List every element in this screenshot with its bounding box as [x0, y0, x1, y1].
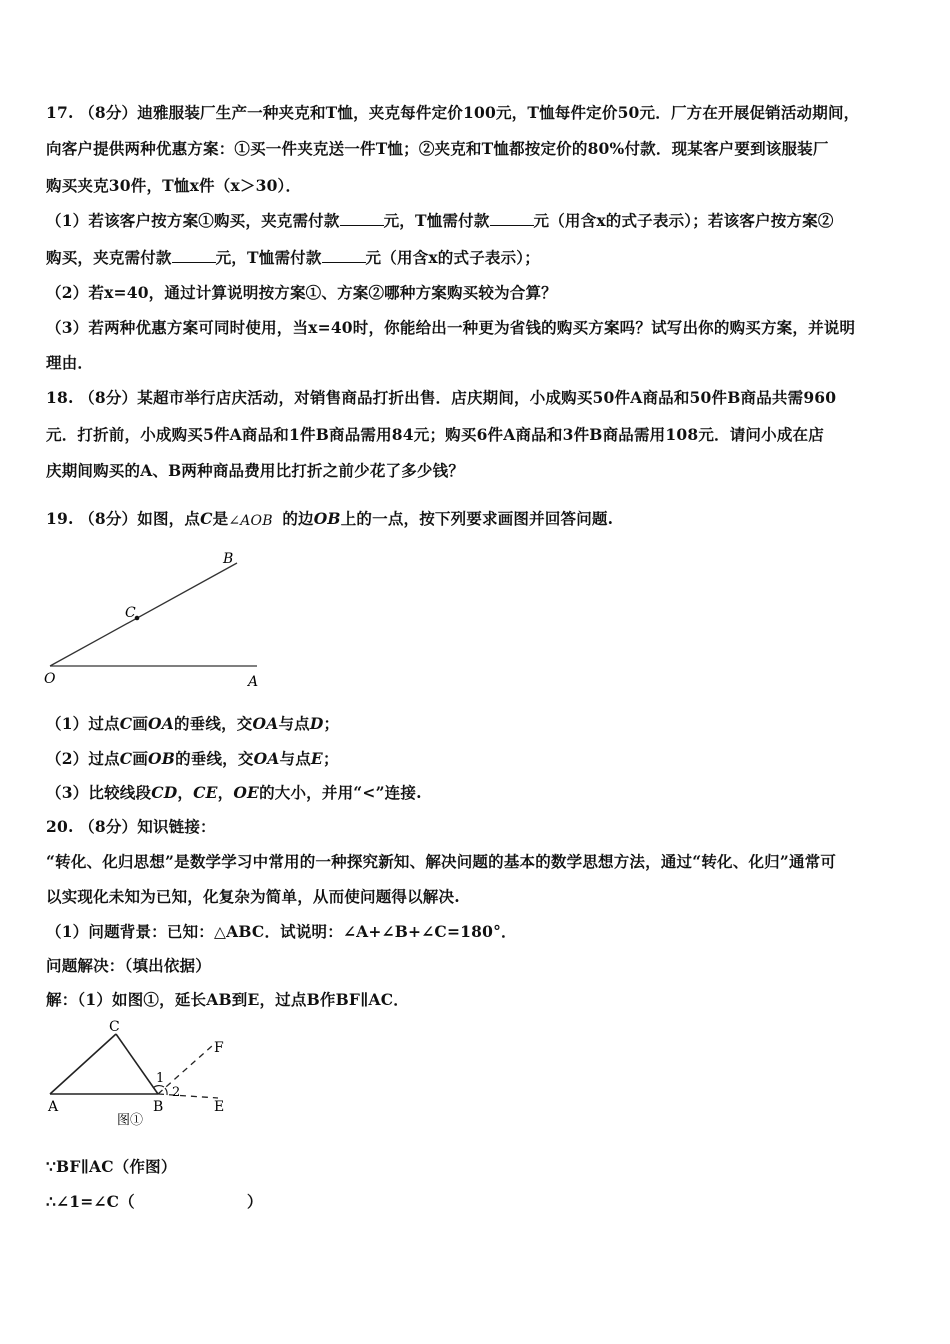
angle-expression: ∠AOB — [228, 513, 273, 529]
answer-blank[interactable] — [340, 211, 384, 226]
answer-blank[interactable] — [490, 211, 534, 226]
text: ； — [322, 749, 339, 768]
label-angle-1: 1 — [156, 1071, 165, 1086]
q20-triangle-figure — [40, 1018, 240, 1133]
text: ∴∠1=∠C（ — [46, 1192, 135, 1211]
text: 元（用含x的式子表示）； — [365, 248, 540, 267]
answer-blank[interactable] — [172, 248, 216, 263]
math-var: D — [309, 714, 324, 733]
q17-part-3-line-a: （3）若两种优惠方案可同时使用，当x=40时，你能给出一种更为省钱的购买方案吗？试写出你的购买方案，并说明 — [46, 318, 856, 337]
angle-2-arc — [165, 1088, 167, 1095]
text: 19. （8分）如图，点 — [46, 509, 201, 528]
q17-line-1: 17. （8分）迪雅服装厂生产一种夹克和T恤，夹克每件定价100元，T恤每件定价50元．厂方在开展促销活动期间， — [46, 103, 860, 122]
text: 的边 — [282, 509, 314, 528]
q19-part-1 — [46, 714, 916, 734]
text: 元，T恤需付款 — [215, 248, 322, 267]
math-var: OA — [252, 714, 279, 733]
q17-part-1-line-b — [46, 248, 916, 268]
text: 画 — [132, 714, 149, 733]
q20-line-6: 解：（1）如图①，延长AB到E，过点B作BF∥AC． — [46, 990, 409, 1009]
label-b: B — [153, 1099, 164, 1115]
answer-blank[interactable] — [322, 248, 366, 263]
label-o: O — [44, 671, 56, 687]
q20-line-1: 20. （8分）知识链接： — [46, 817, 216, 836]
label-b: B — [223, 551, 234, 567]
label-c: C — [109, 1019, 120, 1035]
text: （1）过点 — [46, 714, 120, 733]
figure-caption: 图① — [117, 1113, 144, 1128]
q19-angle-figure — [40, 545, 270, 695]
label-a: A — [48, 1099, 59, 1115]
math-var: C — [200, 509, 213, 528]
text: ） — [246, 1192, 263, 1211]
q20-line-3: 以实现化未知为已知，化复杂为简单，从而使问题得以解决. — [46, 887, 460, 906]
q20-line-5: 问题解决：（填出依据） — [46, 956, 211, 975]
ray-ob — [50, 563, 237, 666]
label-f: F — [214, 1040, 224, 1056]
math-var: CD — [151, 783, 178, 802]
label-a: A — [248, 674, 259, 690]
math-var: OB — [313, 509, 341, 528]
text: 是 — [212, 509, 229, 528]
math-var: CE — [193, 783, 218, 802]
q18-line-3: 庆期间购买的A、B两种商品费用比打折之前少花了多少钱？ — [46, 461, 465, 480]
text: 购买，夹克需付款 — [46, 248, 172, 267]
q17-part-3-line-b: 理由． — [46, 353, 94, 372]
q18-line-1: 18. （8分）某超市举行店庆活动，对销售商品打折出售．店庆期间，小成购买50件A商品和50件B商品共需960 — [46, 388, 837, 407]
ray-bf — [158, 1046, 212, 1094]
q17-part-1-line-a — [46, 211, 916, 231]
q20-line-2: “转化、化归思想”是数学学习中常用的一种探究新知、解决问题的基本的数学思想方法，通过“转化、化归”通常可 — [46, 852, 837, 871]
q20-line-7: ∵BF∥AC（作图） — [46, 1157, 177, 1176]
text: 的大小，并用“<”连接. — [259, 783, 422, 802]
text: 的垂线，交 — [173, 714, 253, 733]
q17-line-3: 购买夹克30件，T恤x件（x＞30）． — [46, 176, 302, 195]
side-cb — [116, 1034, 158, 1094]
q20-line-4: （1）问题背景：已知：△ABC．试说明：∠A+∠B+∠C=180°． — [46, 922, 517, 941]
text: 与点 — [279, 749, 311, 768]
math-var: OA — [253, 749, 280, 768]
math-var: C — [119, 714, 133, 733]
text: 元（用含x的式子表示）；若该客户按方案② — [533, 211, 834, 230]
q19-intro — [46, 509, 916, 529]
label-c: C — [125, 605, 136, 621]
q17-part-2: （2）若x=40，通过计算说明按方案①、方案②哪种方案购买较为合算？ — [46, 283, 557, 302]
math-var: OB — [148, 749, 176, 768]
label-e: E — [214, 1099, 225, 1115]
q20-line-8 — [46, 1192, 916, 1212]
text: ， — [217, 783, 234, 802]
text: 画 — [132, 749, 149, 768]
q19-part-3 — [46, 783, 916, 803]
text: （1）若该客户按方案①购买，夹克需付款 — [46, 211, 340, 230]
text: （2）过点 — [46, 749, 120, 768]
text: 上的一点，按下列要求画图并回答问题. — [340, 509, 614, 528]
text: ， — [177, 783, 194, 802]
label-angle-2: 2 — [172, 1085, 181, 1100]
math-var: E — [310, 749, 323, 768]
q17-line-2: 向客户提供两种优惠方案：①买一件夹克送一件T恤；②夹克和T恤都按定价的80%付款．现某客户要到该服装厂 — [46, 139, 829, 158]
q19-part-2 — [46, 749, 916, 769]
side-ac — [50, 1034, 116, 1094]
math-var: OE — [233, 783, 260, 802]
text: ； — [323, 714, 340, 733]
text: 的垂线，交 — [175, 749, 254, 768]
math-var: OA — [148, 714, 174, 733]
text: 与点 — [278, 714, 310, 733]
text: （3）比较线段 — [46, 783, 152, 802]
math-var: C — [119, 749, 133, 768]
q18-line-2: 元．打折前，小成购买5件A商品和1件B商品需用84元；购买6件A商品和3件B商品需用108元．请问小成在店 — [46, 425, 824, 444]
text: 元，T恤需付款 — [383, 211, 490, 230]
